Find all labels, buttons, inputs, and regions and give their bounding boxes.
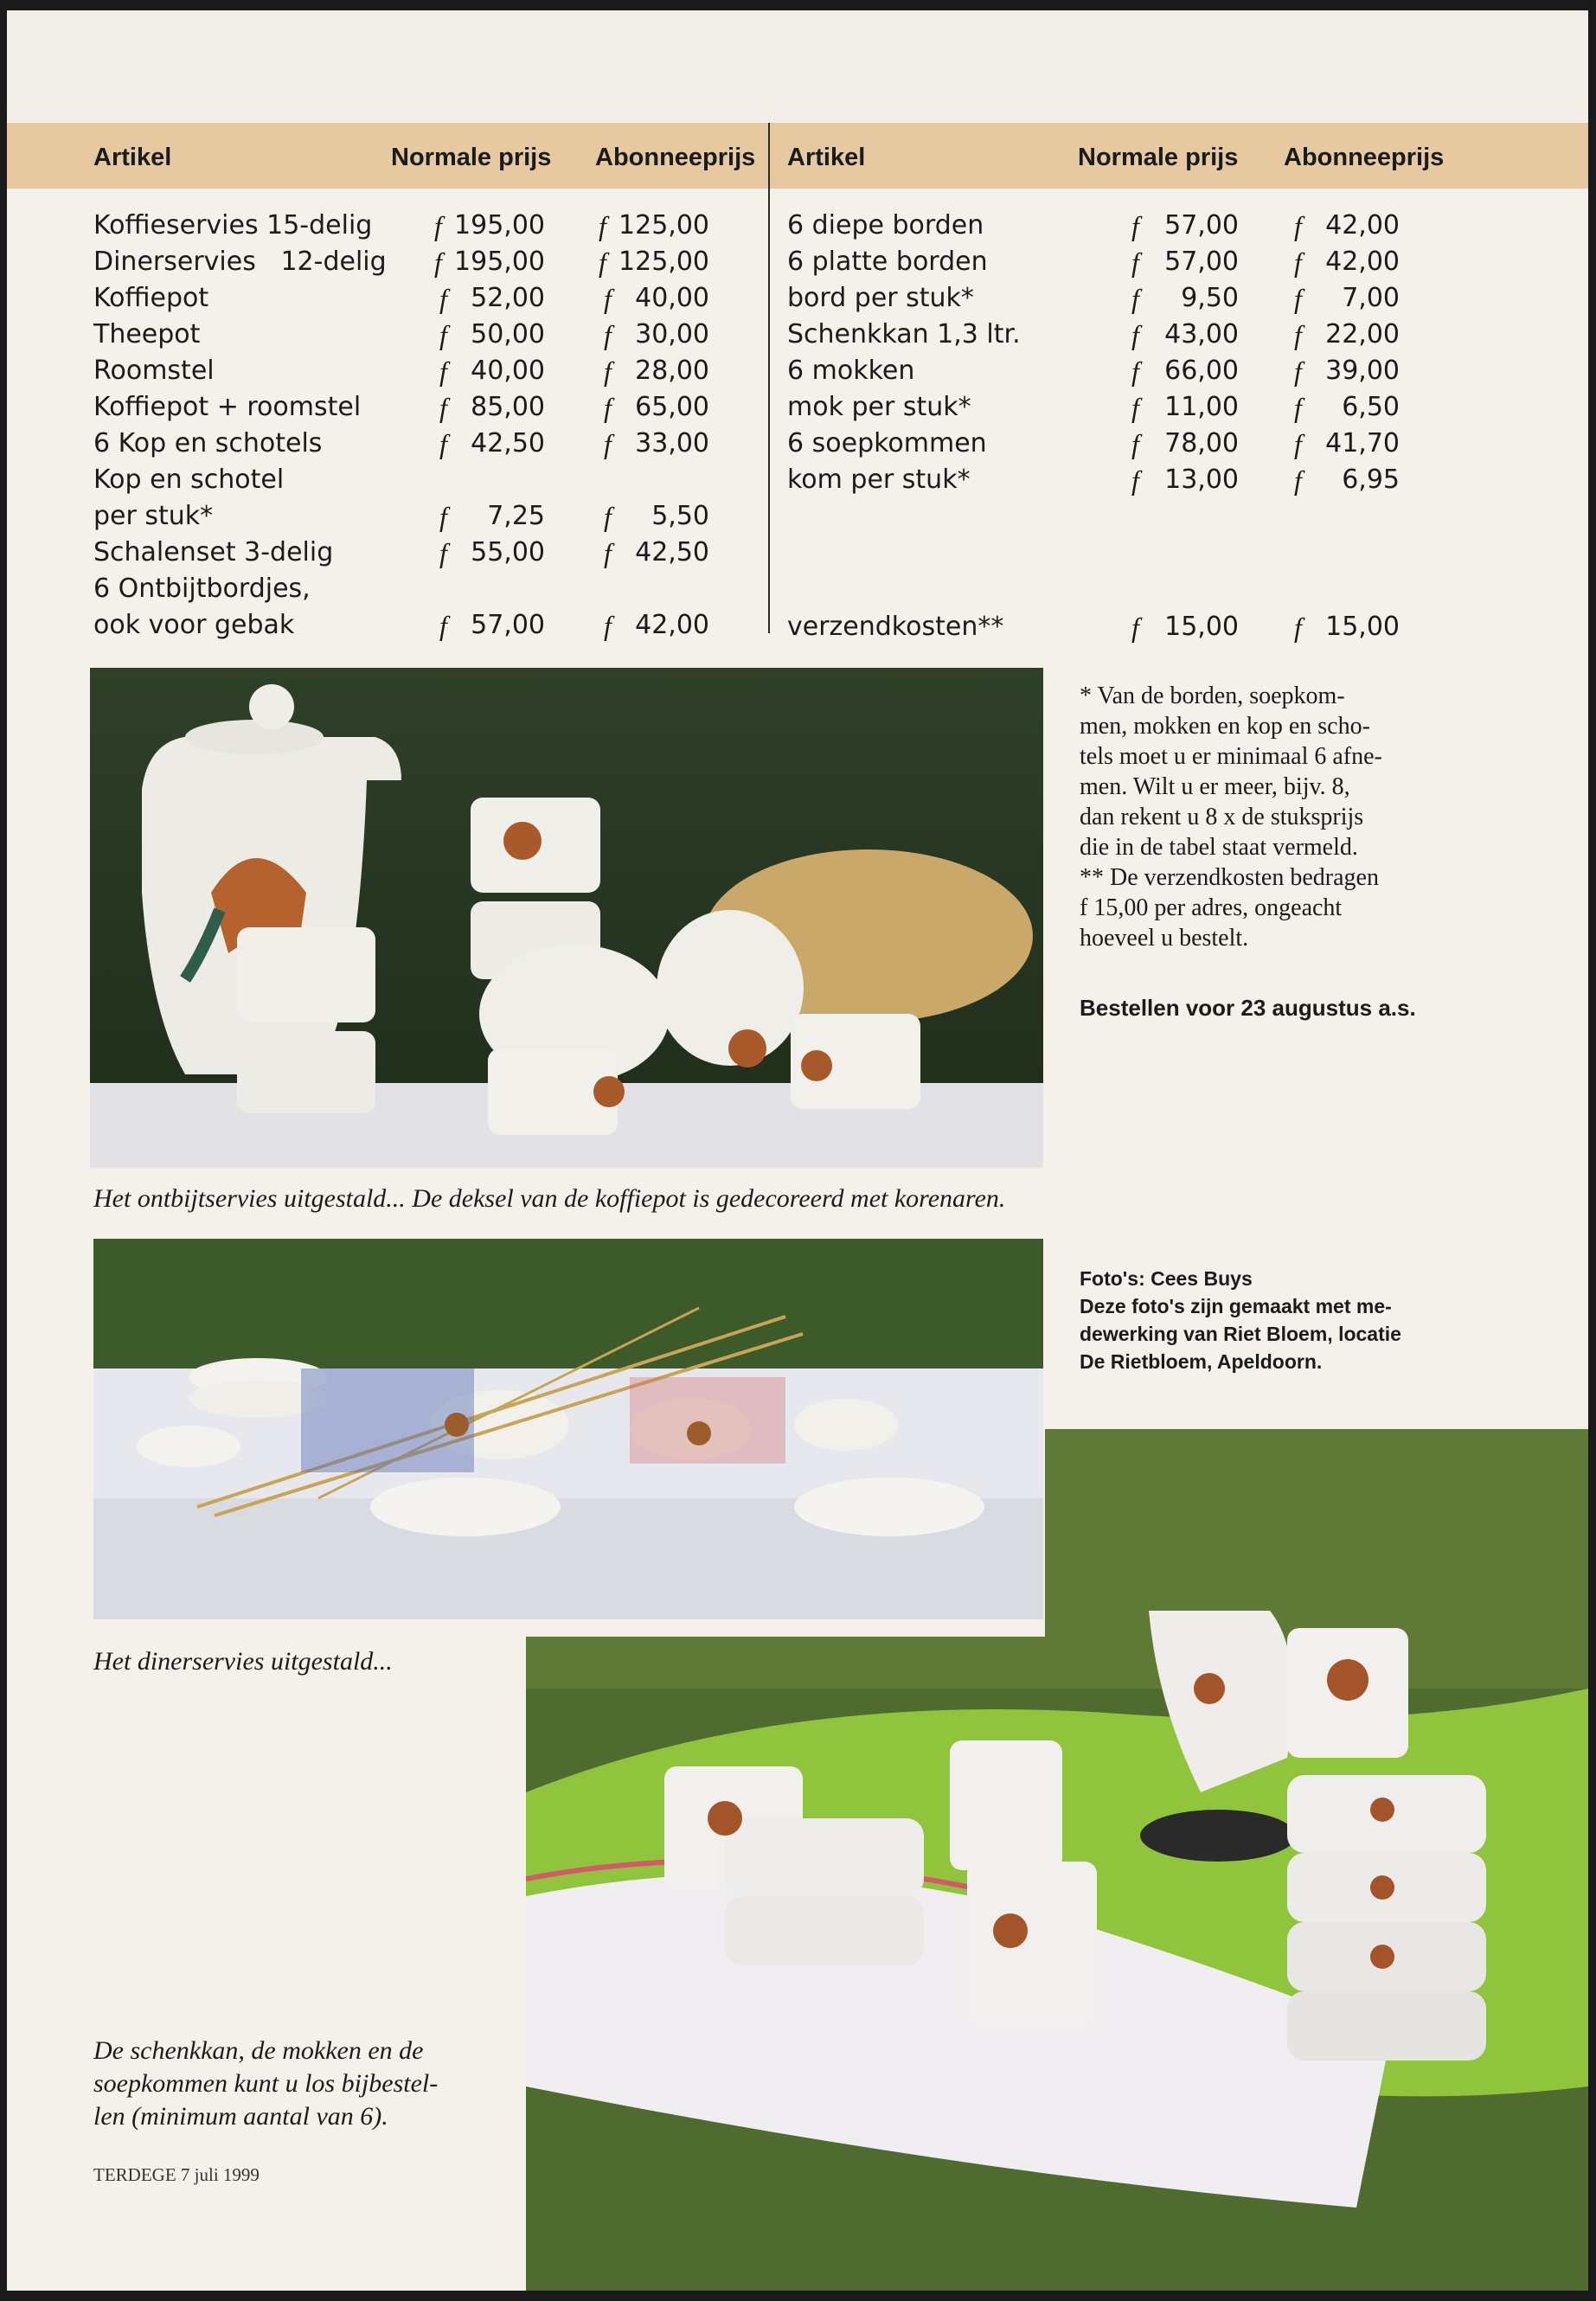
- dinner-caption: Het dinerservies uitgestald...: [93, 1647, 393, 1676]
- header-artikel-right: Artikel: [787, 144, 866, 171]
- currency-sign: f: [1131, 319, 1139, 350]
- footnote-line: men, mokken en kop en scho-: [1080, 713, 1370, 740]
- caption-line: De schenkkan, de mokken en de: [93, 2036, 424, 2065]
- footnote-line: men. Wilt u er meer, bijv. 8,: [1080, 773, 1350, 800]
- currency-sign: f: [439, 537, 447, 568]
- currency-sign: f: [434, 210, 442, 241]
- normal-price: 57,00: [1164, 247, 1239, 277]
- currency-sign: f: [1131, 283, 1139, 314]
- item-name: 6 Ontbijtbordjes,: [93, 574, 311, 604]
- currency-sign: f: [599, 247, 606, 278]
- item-name: Schenkkan 1,3 ltr.: [787, 319, 1021, 349]
- credits-line: De Rietbloem, Apeldoorn.: [1080, 1350, 1323, 1373]
- normal-price: 50,00: [471, 319, 545, 349]
- currency-sign: f: [439, 319, 447, 350]
- currency-sign: f: [604, 428, 612, 459]
- currency-sign: f: [1131, 247, 1139, 278]
- currency-sign: f: [604, 610, 612, 641]
- subscriber-price: 42,50: [635, 537, 709, 567]
- item-name: verzendkosten**: [787, 612, 1004, 642]
- item-name: per stuk*: [93, 501, 214, 531]
- header-artikel-left: Artikel: [93, 144, 172, 171]
- table-row: [93, 535, 734, 571]
- table-row: [93, 353, 734, 389]
- table-row: [93, 389, 734, 426]
- table-row: [93, 607, 734, 644]
- table-row: [93, 498, 734, 535]
- normal-price: 195,00: [454, 247, 545, 277]
- subscriber-price: 15,00: [1325, 612, 1400, 642]
- subscriber-price: 42,00: [1325, 210, 1400, 240]
- normal-price: 57,00: [471, 610, 545, 640]
- currency-sign: f: [439, 428, 447, 459]
- currency-sign: f: [1131, 356, 1139, 387]
- normal-price: 66,00: [1164, 356, 1239, 386]
- table-row: [787, 353, 1462, 389]
- subscriber-price: 6,50: [1342, 392, 1400, 422]
- table-row: [93, 244, 734, 280]
- subscriber-price: 125,00: [619, 247, 709, 277]
- column-divider: [768, 123, 770, 633]
- item-name: 6 soepkommen: [787, 428, 987, 458]
- price-table-right: [787, 208, 1462, 498]
- subscriber-price: 65,00: [635, 392, 709, 422]
- item-name: Theepot: [93, 319, 201, 349]
- item-name: ook voor gebak: [93, 610, 295, 640]
- currency-sign: f: [604, 501, 612, 532]
- currency-sign: f: [1294, 465, 1302, 496]
- table-row: [787, 609, 1462, 645]
- currency-sign: f: [439, 283, 447, 314]
- item-name: 6 platte borden: [787, 247, 988, 277]
- footnote-line: dan rekent u 8 x de stuksprijs: [1080, 804, 1364, 830]
- currency-sign: f: [1131, 210, 1139, 241]
- subscriber-price: 41,70: [1325, 428, 1400, 458]
- photo-credits: [1080, 1265, 1460, 1375]
- table-row: [787, 462, 1462, 498]
- normal-price: 43,00: [1164, 319, 1239, 349]
- breakfast-service-photo: [90, 668, 1043, 1168]
- currency-sign: f: [604, 392, 612, 423]
- subscriber-price: 42,00: [635, 610, 709, 640]
- normal-price: 42,50: [471, 428, 545, 458]
- normal-price: 52,00: [471, 283, 545, 313]
- normal-price: 78,00: [1164, 428, 1239, 458]
- jug-caption: [93, 2035, 543, 2133]
- table-row: [787, 244, 1462, 280]
- item-name: 6 Kop en schotels: [93, 428, 323, 458]
- currency-sign: f: [439, 501, 447, 532]
- currency-sign: f: [1131, 428, 1139, 459]
- item-name: 6 mokken: [787, 356, 915, 386]
- normal-price: 57,00: [1164, 210, 1239, 240]
- footnote-line: * Van de borden, soepkom-: [1080, 683, 1345, 709]
- normal-price: 40,00: [471, 356, 545, 386]
- table-row: [93, 317, 734, 353]
- page-footer: TERDEGE 7 juli 1999: [93, 2164, 260, 2185]
- item-name: Dinerservies 12-delig: [93, 247, 387, 277]
- currency-sign: f: [1294, 210, 1302, 241]
- credits-line: Foto's: Cees Buys: [1080, 1267, 1253, 1290]
- footnote-line: hoeveel u bestelt.: [1080, 925, 1249, 952]
- caption-line: len (minimum aantal van 6).: [93, 2102, 388, 2131]
- table-row: [93, 426, 734, 462]
- credits-line: Deze foto's zijn gemaakt met me-: [1080, 1295, 1392, 1317]
- currency-sign: f: [604, 283, 612, 314]
- normal-price: 11,00: [1164, 392, 1239, 422]
- top-margin: [7, 10, 1588, 121]
- item-name: bord per stuk*: [787, 283, 974, 313]
- currency-sign: f: [439, 610, 447, 641]
- currency-sign: f: [1294, 247, 1302, 278]
- subscriber-price: 7,00: [1342, 283, 1400, 313]
- header-normale-prijs-left: Normale prijs: [391, 144, 552, 171]
- normal-price: 85,00: [471, 392, 545, 422]
- table-row: [787, 389, 1462, 426]
- currency-sign: f: [604, 537, 612, 568]
- caption-line: soepkommen kunt u los bijbestel-: [93, 2069, 439, 2098]
- currency-sign: f: [604, 356, 612, 387]
- subscriber-price: 42,00: [1325, 247, 1400, 277]
- breakfast-caption: Het ontbijtservies uitgestald... De deksel van de koffiepot is gedecoreerd met korenaren.: [93, 1184, 1006, 1213]
- dinner-service-photo: [93, 1239, 1043, 1619]
- item-name: mok per stuk*: [787, 392, 971, 422]
- subscriber-price: 28,00: [635, 356, 709, 386]
- currency-sign: f: [1294, 319, 1302, 350]
- subscriber-price: 39,00: [1325, 356, 1400, 386]
- item-name: 6 diepe borden: [787, 210, 984, 240]
- table-row: [93, 280, 734, 317]
- normal-price: 55,00: [471, 537, 545, 567]
- currency-sign: f: [604, 319, 612, 350]
- normal-price: 7,25: [487, 501, 545, 531]
- currency-sign: f: [1294, 283, 1302, 314]
- price-table-left: [93, 208, 734, 644]
- subscriber-price: 40,00: [635, 283, 709, 313]
- credits-line: dewerking van Riet Bloem, locatie: [1080, 1323, 1401, 1345]
- item-name: Schalenset 3-delig: [93, 537, 334, 567]
- table-header-band: [7, 123, 1588, 189]
- footnote-line: die in de tabel staat vermeld.: [1080, 834, 1358, 861]
- item-name: Koffiepot + roomstel: [93, 392, 362, 422]
- currency-sign: f: [1131, 465, 1139, 496]
- footnotes: [1080, 681, 1460, 953]
- currency-sign: f: [599, 210, 606, 241]
- item-name: Koffieservies 15-delig: [93, 210, 373, 240]
- subscriber-price: 125,00: [619, 210, 709, 240]
- header-abonneeprijs-left: Abonneeprijs: [595, 144, 756, 171]
- currency-sign: f: [1131, 612, 1139, 643]
- normal-price: 195,00: [454, 210, 545, 240]
- currency-sign: f: [1131, 392, 1139, 423]
- table-row: [787, 426, 1462, 462]
- subscriber-price: 6,95: [1342, 465, 1400, 495]
- table-row: [93, 571, 734, 607]
- item-name: Roomstel: [93, 356, 215, 386]
- currency-sign: f: [1294, 356, 1302, 387]
- table-row: [787, 208, 1462, 244]
- header-abonneeprijs-right: Abonneeprijs: [1284, 144, 1445, 171]
- item-name: Kop en schotel: [93, 465, 285, 495]
- item-name: kom per stuk*: [787, 465, 971, 495]
- subscriber-price: 33,00: [635, 428, 709, 458]
- order-deadline: Bestellen voor 23 augustus a.s.: [1080, 995, 1416, 1021]
- table-row: [787, 280, 1462, 317]
- shipping-row: [787, 609, 1462, 645]
- normal-price: 13,00: [1164, 465, 1239, 495]
- subscriber-price: 30,00: [635, 319, 709, 349]
- subscriber-price: 5,50: [651, 501, 709, 531]
- header-normale-prijs-right: Normale prijs: [1078, 144, 1239, 171]
- currency-sign: f: [434, 247, 442, 278]
- currency-sign: f: [439, 356, 447, 387]
- footnote-line: tels moet u er minimaal 6 afne-: [1080, 743, 1382, 770]
- currency-sign: f: [1294, 428, 1302, 459]
- subscriber-price: 22,00: [1325, 319, 1400, 349]
- item-name: Koffiepot: [93, 283, 209, 313]
- footnote-line: ** De verzendkosten bedragen: [1080, 864, 1379, 891]
- magazine-page: [7, 10, 1588, 2291]
- table-row: [93, 208, 734, 244]
- footnote-line: f 15,00 per adres, ongeacht: [1080, 894, 1343, 921]
- currency-sign: f: [1294, 612, 1302, 643]
- currency-sign: f: [439, 392, 447, 423]
- table-row: [787, 317, 1462, 353]
- currency-sign: f: [1294, 392, 1302, 423]
- table-row: [93, 462, 734, 498]
- normal-price: 15,00: [1164, 612, 1239, 642]
- normal-price: 9,50: [1181, 283, 1239, 313]
